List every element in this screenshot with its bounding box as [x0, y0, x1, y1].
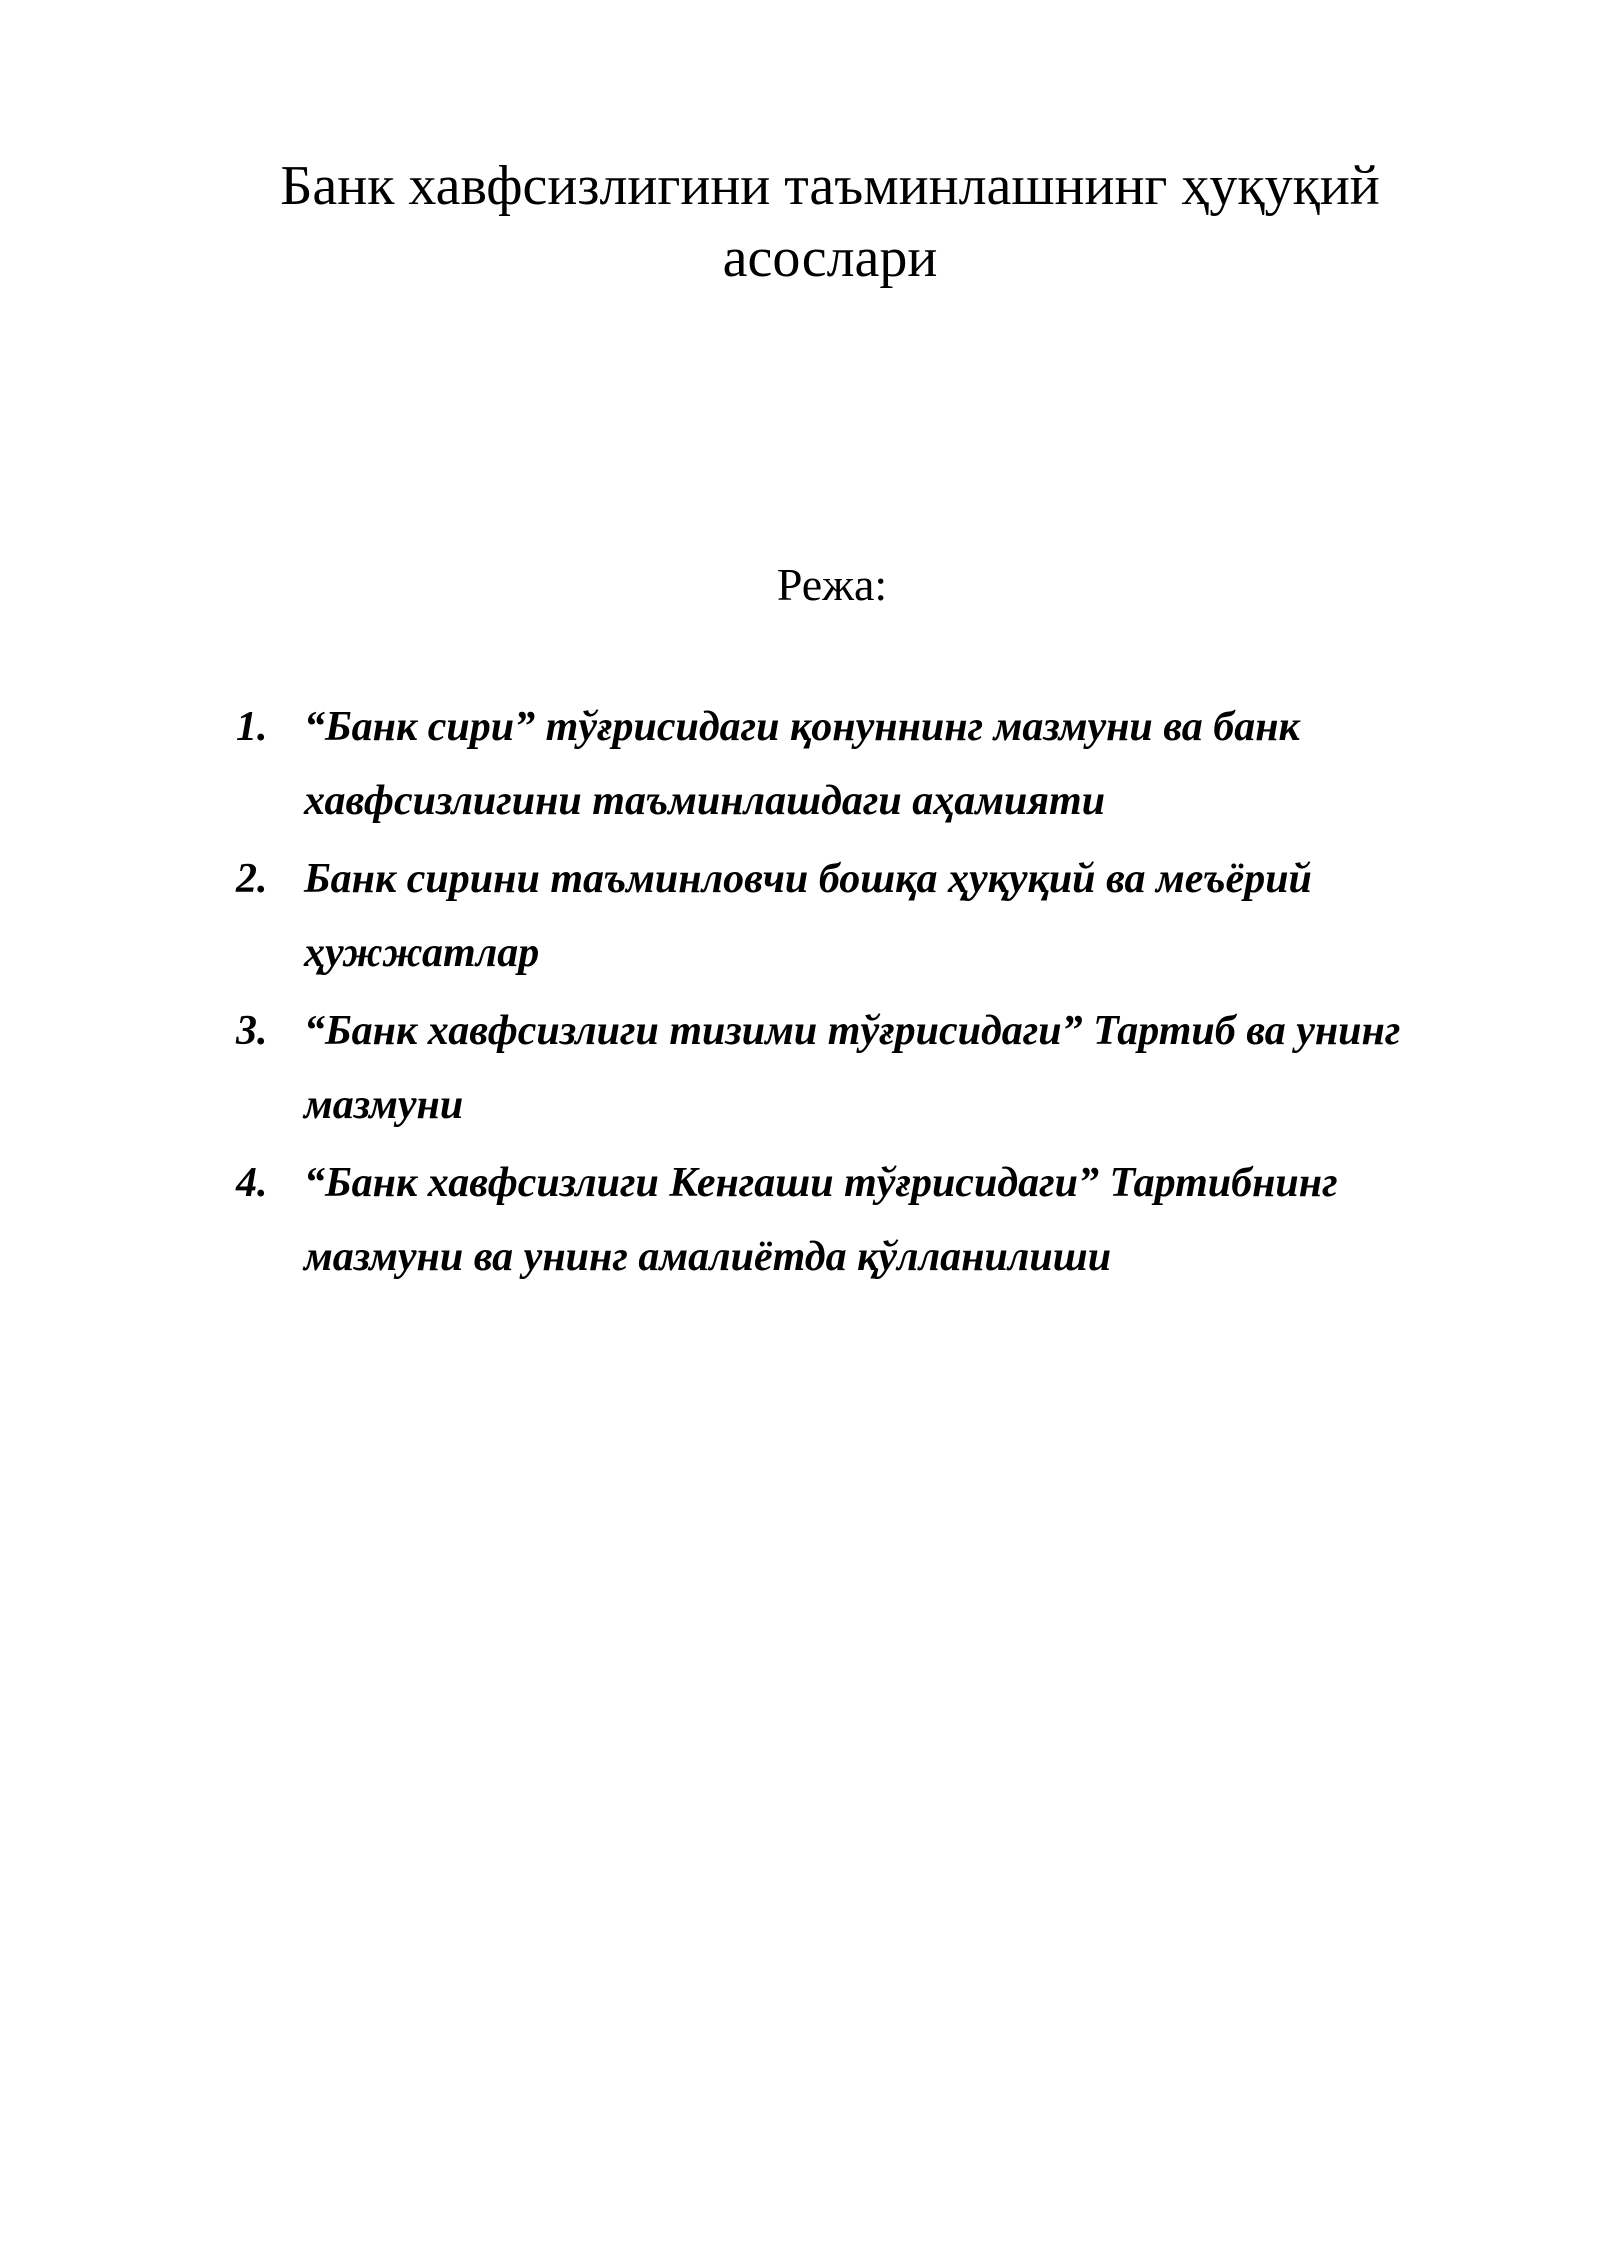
plan-item-3: [236, 994, 1456, 1142]
plan-item-number: 4.: [236, 1160, 268, 1206]
plan-item-number: 2.: [236, 856, 268, 902]
plan-item-number: 3.: [236, 1008, 268, 1054]
plan-item-4: [236, 1146, 1456, 1294]
plan-item-text: “Банк хавфсизлиги тизими тўғрисидаги” Тартиб ва унинг мазмуни: [304, 1008, 1401, 1128]
plan-item-text: Банк сирини таъминловчи бошқа ҳуқуқий ва меъёрий ҳужжатлар: [304, 856, 1312, 976]
plan-list: [236, 690, 1456, 1298]
document-title: Банк хавфсизлигини таъминлашнинг ҳуқуқий асослари: [280, 155, 1380, 289]
plan-item-number: 1.: [236, 704, 268, 750]
plan-item-text: “Банк хавфсизлиги Кенгаши тўғрисидаги” Тартибнинг мазмуни ва унинг амалиётда қўлланилиши: [304, 1160, 1338, 1280]
plan-item-1: [236, 690, 1456, 838]
plan-heading: Режа:: [776, 559, 888, 610]
plan-item-2: [236, 842, 1456, 990]
plan-item-text: “Банк сири” тўғрисидаги қонуннинг мазмуни ва банк хавфсизлигини таъминлашдаги аҳамияти: [304, 704, 1300, 824]
